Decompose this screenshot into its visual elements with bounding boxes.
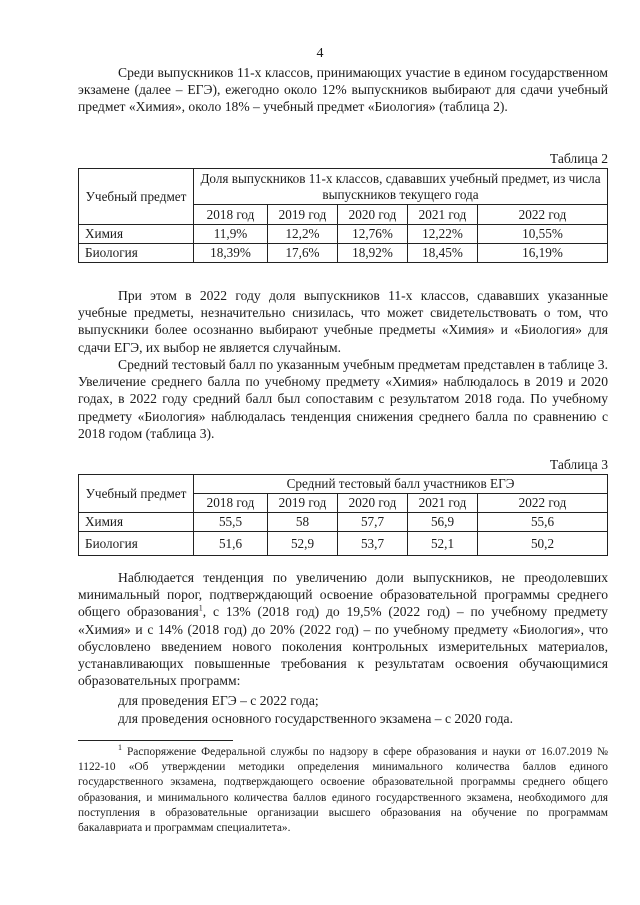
table-2-year-header: 2019 год (268, 205, 338, 225)
table-cell: 17,6% (268, 244, 338, 263)
table-2 (78, 168, 608, 263)
table-3-year-header: 2018 год (194, 494, 268, 513)
table-row (79, 225, 608, 244)
paragraph-4-text-b: , с 13% (2018 год) до 19,5% (2022 год) – по учебному предмету «Химия» и с 14% (2018 год) до 20% (2022 год) – по учебному предмету «Биология», что обусловлено введением нового поколения контрольных измерительных материалов, устанавливающих повышенные требования к результатам освоения обучающимися образовательных программ: (78, 604, 608, 689)
table-cell: 57,7 (338, 513, 408, 532)
table-cell: 51,6 (194, 532, 268, 556)
table-2-subject-header: Учебный предмет (79, 169, 194, 225)
table-cell: 56,9 (408, 513, 478, 532)
table-3-year-header: 2022 год (478, 494, 608, 513)
page-number: 4 (316, 46, 324, 61)
table-2-group-header: Доля выпускников 11-х классов, сдававших учебный предмет, из числа выпускников текущего года (194, 169, 608, 205)
table-3-caption: Таблица 3 (549, 457, 608, 472)
table-2-year-header: 2018 год (194, 205, 268, 225)
table-cell: 12,2% (268, 225, 338, 244)
table-cell: 50,2 (478, 532, 608, 556)
table-3-year-header: 2019 год (268, 494, 338, 513)
footnote-mark: 1 (118, 743, 122, 753)
table-cell: 16,19% (478, 244, 608, 263)
paragraph-4 (78, 569, 608, 689)
paragraph-3: Средний тестовый балл по указанным учебным предметам представлен в таблице 3. Увеличение среднего балла по учебному предмету «Химия» наблюдалось в 2019 и 2020 годах, в 2022 году средний балл был сопоставим с результатом 2018 года. По учебному предмету «Биология» наблюдалась тенденция снижения среднего балла по сравнению с 2018 годом (таблица 3). (78, 357, 608, 441)
table-cell: 18,39% (194, 244, 268, 263)
table-cell: 55,5 (194, 513, 268, 532)
table-cell: 10,55% (478, 225, 608, 244)
table-3-group-header: Средний тестовый балл участников ЕГЭ (194, 475, 608, 494)
table-3 (78, 474, 608, 556)
footnote (78, 745, 608, 836)
list-item: для проведения ЕГЭ – с 2022 года; (118, 693, 319, 708)
table-cell: 12,22% (408, 225, 478, 244)
table-row (79, 244, 608, 263)
table-2-year-header: 2020 год (338, 205, 408, 225)
table-2-subject-biology: Биология (79, 244, 194, 263)
table-cell: 18,92% (338, 244, 408, 263)
intro-paragraph: Среди выпускников 11-х классов, принимающих участие в едином государственном экзамене (далее – ЕГЭ), ежегодно около 12% выпускников выбирают для сдачи учебный предмет «Химия», около 18% – учебный предмет «Биология» (таблица 2). (78, 65, 608, 115)
footnote-reference: 1 (198, 603, 203, 613)
table-cell: 53,7 (338, 532, 408, 556)
table-3-subject-header: Учебный предмет (79, 475, 194, 513)
table-cell: 11,9% (194, 225, 268, 244)
table-cell: 12,76% (338, 225, 408, 244)
paragraph-2: При этом в 2022 году доля выпускников 11-х классов, сдававших указанные учебные предметы, незначительно снизилась, что может свидетельствовать о том, что выпускники более осознанно выбирают учебные предметы «Химия» и «Биология» для сдачи ЕГЭ, их выбор не является случайным. (78, 288, 608, 355)
table-cell: 55,6 (478, 513, 608, 532)
table-row (79, 532, 608, 556)
table-3-year-header: 2020 год (338, 494, 408, 513)
table-cell: 52,1 (408, 532, 478, 556)
footnote-divider (78, 740, 233, 741)
table-3-subject-chemistry: Химия (79, 513, 194, 532)
table-2-year-header: 2022 год (478, 205, 608, 225)
footnote-text: Распоряжение Федеральной службы по надзору в сфере образования и науки от 16.07.2019 № 1122-10 «Об утверждении методики определения минимального количества баллов единого государственного экзамена, подтверждающего освоение образовательной программы среднего общего образования, и минимального количества баллов единого государственного экзамена, необходимого для поступления в образовательные организации высшего образования на обучение по программам бакалавриата и программам специалитета». (78, 746, 608, 835)
table-3-year-header: 2021 год (408, 494, 478, 513)
table-2-caption: Таблица 2 (549, 151, 608, 166)
table-cell: 58 (268, 513, 338, 532)
table-2-subject-chemistry: Химия (79, 225, 194, 244)
table-cell: 18,45% (408, 244, 478, 263)
list-item: для проведения основного государственного экзамена – с 2020 года. (118, 711, 513, 726)
table-cell: 52,9 (268, 532, 338, 556)
table-2-year-header: 2021 год (408, 205, 478, 225)
table-row (79, 513, 608, 532)
paragraph-4-text-a: Наблюдается тенденция по увеличению доли выпускников, не преодолевших минимальный порог, подтверждающий освоение образовательной программы среднего общего образования (78, 570, 608, 620)
table-3-subject-biology: Биология (79, 532, 194, 556)
